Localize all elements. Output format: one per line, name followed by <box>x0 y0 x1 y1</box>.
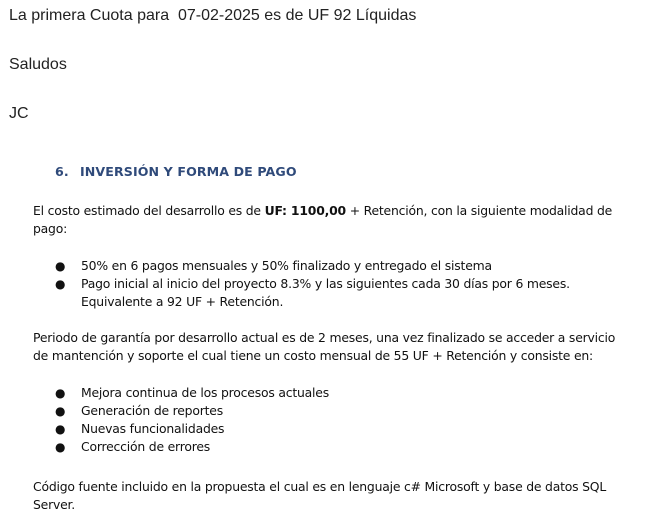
cost-intro: El costo estimado del desarrollo es de <box>33 203 265 218</box>
email-line-cuota: La primera Cuota para 07-02-2025 es de UF 92 Líquidas <box>9 7 417 24</box>
payment-list <box>55 257 615 311</box>
warranty-paragraph: Periodo de garantía por desarrollo actual es de 2 meses, una vez finalizado se acceder a servicio de mantención y soporte el cual tiene un costo mensual de 55 UF + Retención y consiste en: <box>33 330 616 363</box>
list-item: ● Nuevas funcionalidades <box>55 421 225 436</box>
email-greeting: Saludos <box>9 56 67 73</box>
list-item: ● Pago inicial al inicio del proyecto 8.3% y las siguientes cada 30 días por 6 meses. Equivalente a 92 UF + Retención. <box>55 276 570 309</box>
section-title: INVERSIÓN Y FORMA DE PAGO <box>80 164 297 179</box>
section-number: 6. <box>55 164 69 179</box>
email-signature: JC <box>9 105 29 122</box>
bullet-icon: ● <box>55 440 66 454</box>
services-list <box>55 384 615 456</box>
list-item: ● 50% en 6 pagos mensuales y 50% finalizado y entregado el sistema <box>55 258 492 273</box>
bullet-icon: ● <box>55 422 66 436</box>
list-item: ● Generación de reportes <box>55 403 223 418</box>
cost-rest: + Retención, con la siguiente modalidad de pago: <box>33 203 613 236</box>
list-item: ● Mejora continua de los procesos actuales <box>55 385 329 400</box>
cost-amount: UF: 1100,00 <box>264 203 346 218</box>
bullet-icon: ● <box>55 277 66 291</box>
bullet-icon: ● <box>55 259 66 273</box>
bullet-icon: ● <box>55 404 66 418</box>
cost-paragraph <box>33 202 633 238</box>
section-heading <box>55 164 297 179</box>
source-code-paragraph: Código fuente incluido en la propuesta el cual es en lenguaje c# Microsoft y base de datos SQL Server. <box>33 479 607 512</box>
bullet-icon: ● <box>55 386 66 400</box>
list-item: ● Corrección de errores <box>55 439 211 454</box>
